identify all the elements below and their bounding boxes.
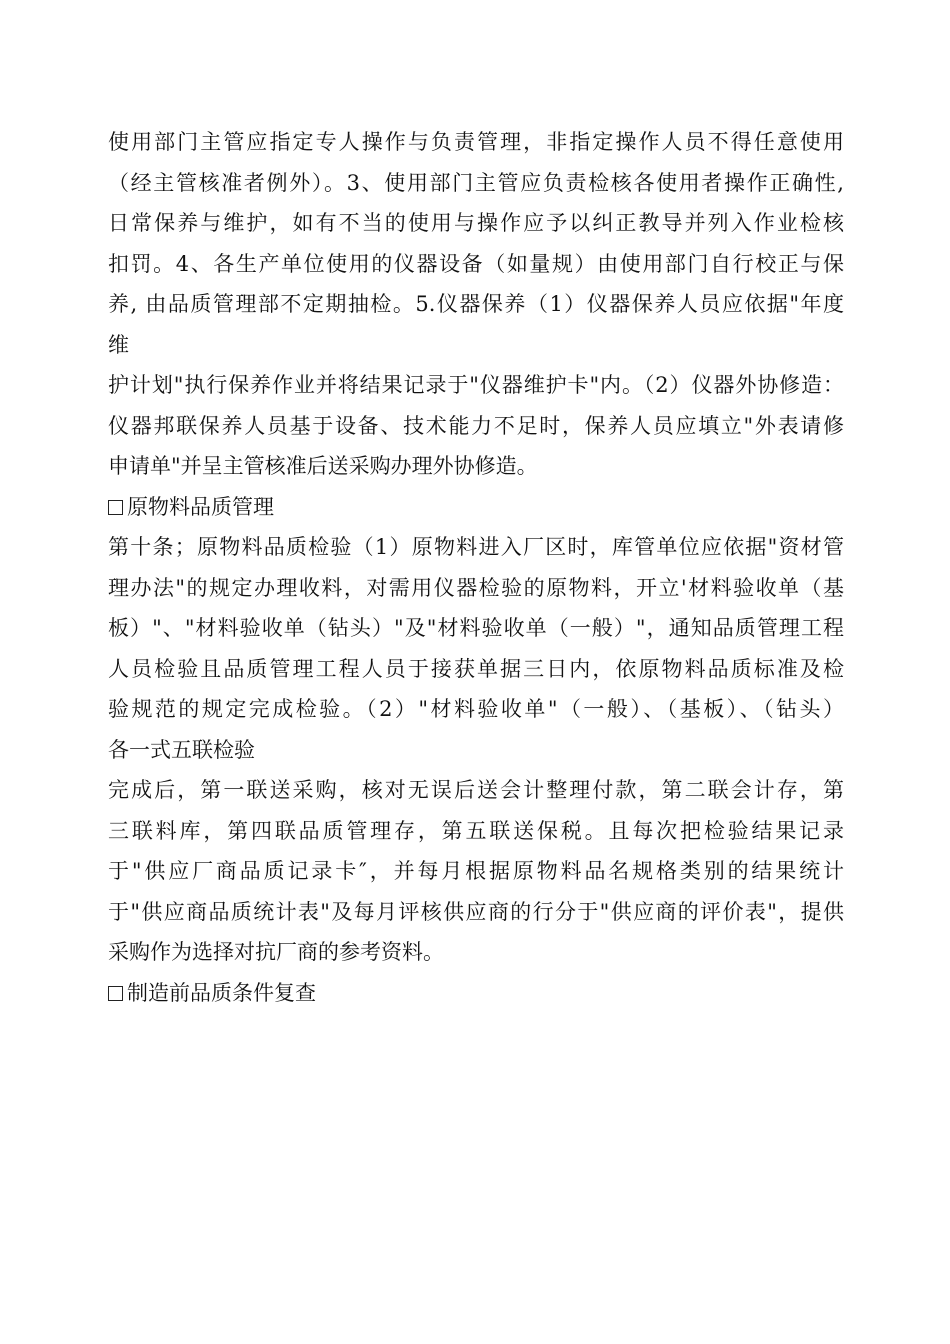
text-line: 日常保养与维护，如有不当的使用与操作应予以纠正教导并列入作业检核 xyxy=(108,211,844,235)
text-line: 各一式五联检验 xyxy=(108,737,255,762)
text-line: 板）"、"材料验收单（钻头）"及"材料验收单（一般）"，通知品质管理工程 xyxy=(108,616,844,640)
text-line: 维 xyxy=(108,332,129,357)
text-line: 使用部门主管应指定专人操作与负责管理，非指定操作人员不得任意使用 xyxy=(108,130,844,154)
section-heading-pre-production xyxy=(108,973,844,1014)
text-line: 验规范的规定完成检验。（2）"材料验收单"（一般）、（基板）、（钻头） xyxy=(108,697,844,721)
text-line: 人员检验且品质管理工程人员于接获单据三日内，依原物料品质标准及检 xyxy=(108,656,844,681)
text-line: 养, 由品质管理部不定期抽检。5.仪器保养（1）仪器保养人员应依据"年度 xyxy=(108,292,844,316)
text-line: 第十条；原物料品质检验（1）原物料进入厂区时，库管单位应依据"资材管 xyxy=(108,535,844,559)
checkbox-square-icon xyxy=(108,500,123,515)
text-line: 三联料库，第四联品质管理存，第五联送保税。且每次把检验结果记录 xyxy=(108,818,844,843)
document-body xyxy=(108,122,844,1013)
checkbox-square-icon xyxy=(108,986,123,1001)
text-line: 申请单"并呈主管核准后送采购办理外协修造。 xyxy=(108,454,538,478)
text-line: （经主管核准者例外）。3、使用部门主管应负责检核各使用者操作正确性, xyxy=(108,170,844,195)
text-line: 于"供应厂商品质记录卡″，并每月根据原物料品名规格类别的结果统计 xyxy=(108,859,844,883)
section-heading-text: 原物料品质管理 xyxy=(127,494,274,519)
section-heading-text: 制造前品质条件复查 xyxy=(127,980,316,1005)
section-heading-raw-material xyxy=(108,487,844,528)
text-line: 扣罚。4、各生产单位使用的仪器设备（如量规）由使用部门自行校正与保 xyxy=(108,251,844,276)
text-line: 护计划"执行保养作业并将结果记录于"仪器维护卡"内。（2）仪器外协修造： xyxy=(108,373,844,397)
text-line: 完成后，第一联送采购，核对无误后送会计整理付款，第二联会计存，第 xyxy=(108,778,844,802)
text-line: 于"供应商品质统计表"及每月评核供应商的行分于"供应商的评价表"，提供 xyxy=(108,899,844,924)
text-line: 采购作为选择对抗厂商的参考资料。 xyxy=(108,940,444,964)
text-line: 理办法"的规定办理收料，对需用仪器检验的原物料，开立'材料验收单（基 xyxy=(108,575,844,600)
text-line: 仪器邦联保养人员基于设备、技术能力不足时，保养人员应填立"外表请修 xyxy=(108,413,844,438)
